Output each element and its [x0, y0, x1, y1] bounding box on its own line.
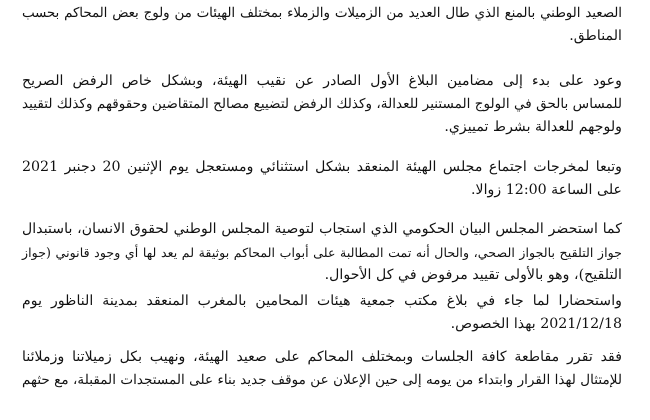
- paragraph-line: واستحضارا لما جاء في بلاغ مكتب جمعية هيئات المحامين بالمغرب المنعقد بمدينة الناظور يوم: [22, 293, 622, 309]
- paragraph-line: التلقيح)، وهو بالأولى تقييد مرفوض في كل الأحوال.: [324, 267, 622, 283]
- paragraph-4: [22, 218, 622, 287]
- paragraph-line: فقد تقرر مقاطعة كافة الجلسات وبمختلف المحاكم على صعيد الهيئة، ونهيب بكل زميلاتنا وزملائنا: [22, 349, 622, 365]
- paragraph-line: كما استحضر المجلس البيان الحكومي الذي استجاب لتوصية المجلس الوطني لحقوق الانسان، باستبدال: [22, 221, 622, 237]
- paragraph-line: جواز التلقيح بالجواز الصحي، والحال أنه تمت المطالبة على أبواب المحاكم بوثيقة لم يعد لها أي وجود قانوني (جواز: [22, 245, 622, 260]
- paragraph-line: المناطق.: [569, 28, 622, 44]
- paragraph-5: [22, 290, 622, 336]
- paragraph-3: [22, 156, 622, 202]
- paragraph-2: [22, 70, 622, 139]
- paragraph-line: وتبعا لمخرجات اجتماع مجلس الهيئة المنعقد بشكل استثنائي ومستعجل يوم الإثنين 20 دجنبر 2021: [22, 159, 622, 175]
- paragraph-line: 2021/12/18 بهذا الخصوص.: [450, 316, 622, 332]
- paragraph-line: الصعيد الوطني بالمنع الذي طال العديد من الزميلات والزملاء بمختلف الهيئات من ولوج بعض المحاكم بحسب: [22, 6, 622, 21]
- paragraph-line: وعود على بدء إلى مضامين البلاغ الأول الصادر عن نقيب الهيئة، وبشكل خاص الرفض الصريح: [22, 73, 622, 89]
- paragraph-1: [22, 2, 622, 48]
- paragraph-line: ولوجهم للعدالة بشرط تمييزي.: [444, 119, 622, 135]
- paragraph-line: للإمتثال لهذا القرار وابتداء من يومه إلى حين الإعلان عن موقف جديد بناء على المستجدات المقبلة، مع حثهم: [22, 372, 622, 388]
- paragraph-6: [22, 346, 622, 392]
- paragraph-line: على الساعة 12:00 زوالا.: [471, 182, 622, 198]
- paragraph-line: للمساس بالحق في الولوج المستنير للعدالة، وكذلك الرفض لتضييع مصالح المتقاضين وحقوقهم وكذلك لتقييد: [22, 96, 622, 112]
